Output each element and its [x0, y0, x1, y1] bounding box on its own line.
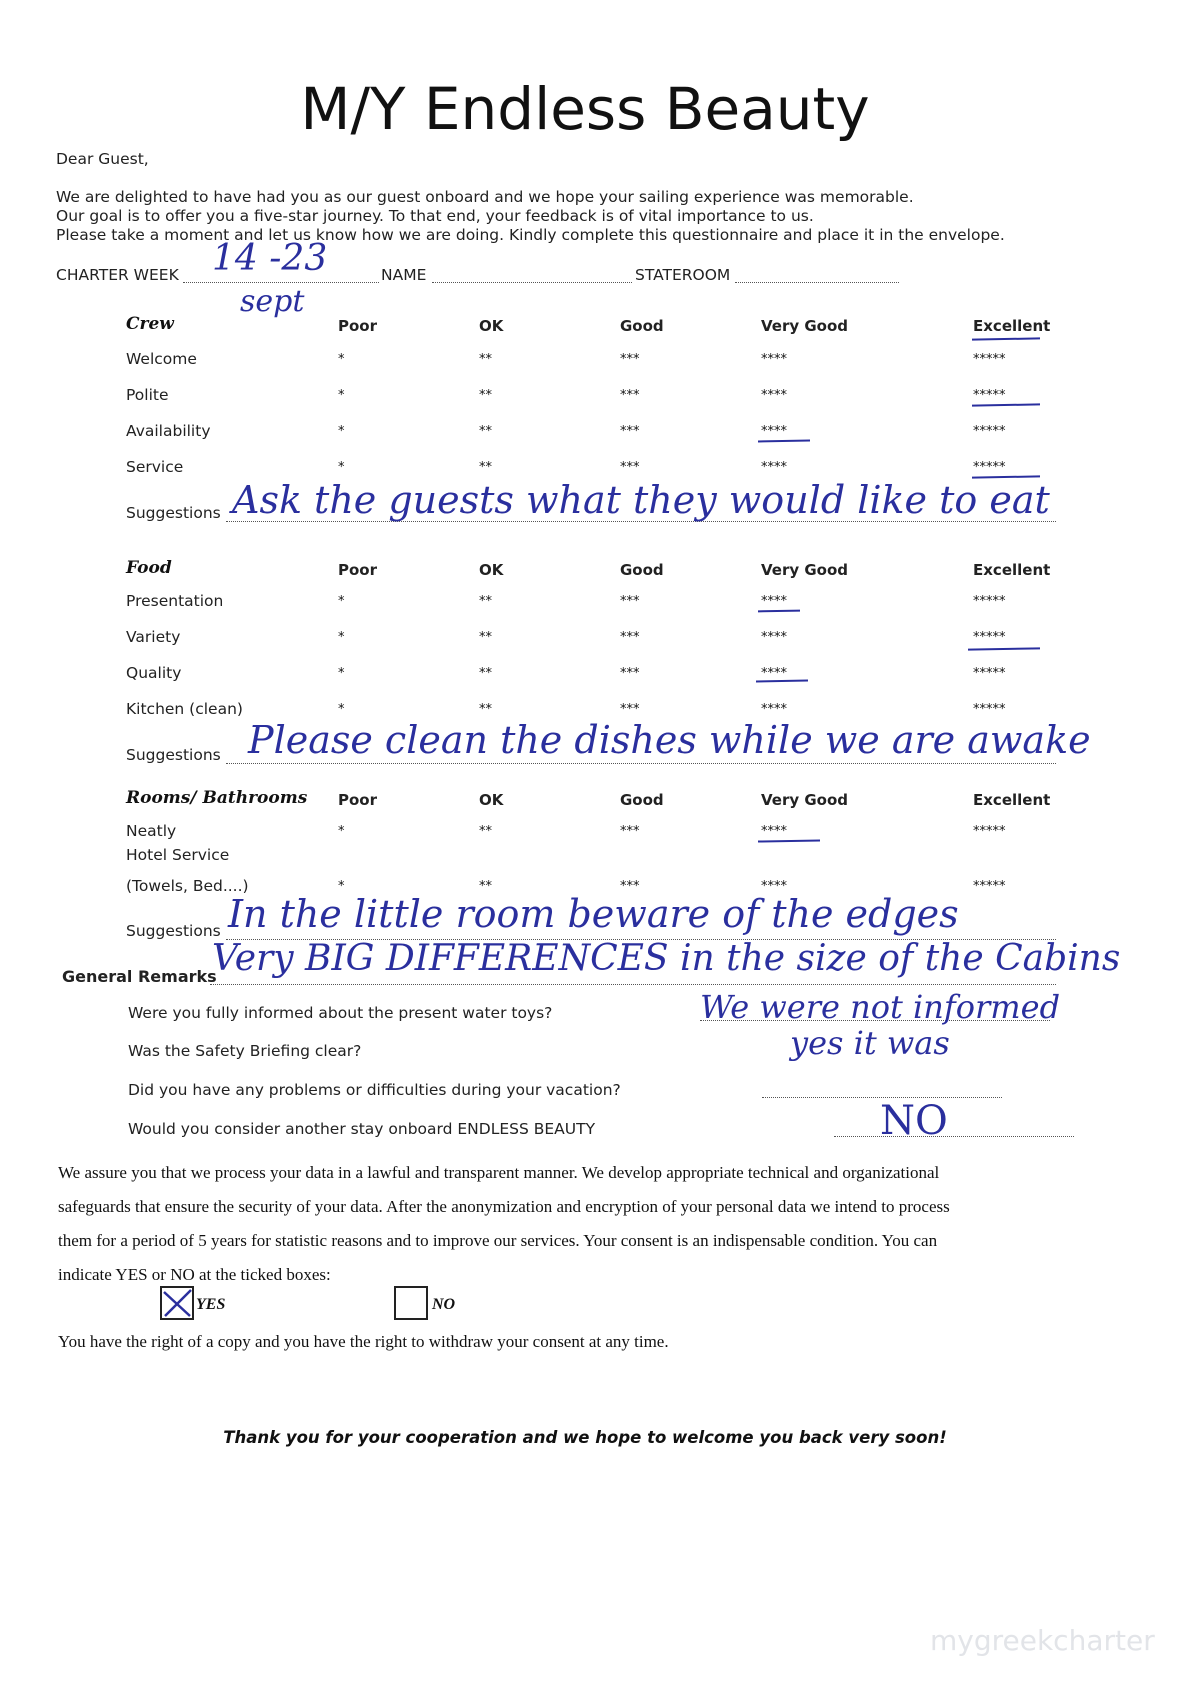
header-poor: Poor [338, 791, 378, 809]
header-ok: OK [479, 791, 504, 809]
suggestions-line[interactable] [226, 763, 1056, 764]
section-food-title: Food [126, 558, 172, 578]
rating-option[interactable]: * [338, 824, 345, 839]
rating-option[interactable]: * [338, 388, 345, 403]
circled-mark [972, 403, 1040, 406]
header-excellent: Excellent [973, 317, 1051, 335]
rights-text: You have the right of a copy and you have the right to withdraw your consent at any time. [58, 1332, 669, 1351]
rating-option[interactable]: **** [761, 702, 787, 717]
charter-week-line[interactable] [183, 282, 379, 283]
privacy-line-1: We assure you that we process your data in a lawful and transparent manner. We develop appropriate technical and organizational [58, 1163, 940, 1182]
general-remarks-line[interactable] [210, 984, 1056, 985]
intro-line-2: Our goal is to offer you a five-star journey. To that end, your feedback is of vital importance to us. [56, 207, 814, 225]
row-label: (Towels, Bed....) [126, 877, 249, 895]
question-problems: Did you have any problems or difficulties during your vacation? [128, 1081, 621, 1099]
consent-yes-checkbox[interactable] [160, 1286, 194, 1320]
rating-option[interactable]: ***** [973, 594, 1006, 609]
consent-no-label: NO [432, 1296, 456, 1313]
header-good: Good [620, 317, 664, 335]
handwritten-general-remarks: Very BIG DIFFERENCES in the size of the Cabins [212, 938, 1121, 979]
row-label: Availability [126, 422, 211, 440]
rating-option[interactable]: * [338, 424, 345, 439]
header-very-good: Very Good [761, 561, 849, 579]
stateroom-label: STATEROOM [635, 266, 731, 284]
header-very-good: Very Good [761, 317, 849, 335]
handwritten-another-stay: NO [880, 1098, 948, 1144]
row-label: Polite [126, 386, 169, 404]
rating-option[interactable]: ***** [973, 424, 1006, 439]
rating-option[interactable]: **** [761, 424, 787, 439]
rating-option[interactable]: ** [479, 594, 492, 609]
handwritten-food-suggestion: Please clean the dishes while we are awake [248, 718, 1091, 762]
greeting: Dear Guest, [56, 150, 149, 168]
circled-mark [758, 440, 810, 443]
question-water-toys: Were you fully informed about the present water toys? [128, 1004, 553, 1022]
checkmark-icon [162, 1288, 192, 1318]
rating-option[interactable]: *** [620, 879, 640, 894]
circled-mark [756, 680, 808, 683]
rating-option[interactable]: ** [479, 702, 492, 717]
rating-option[interactable]: *** [620, 352, 640, 367]
handwritten-water-toys: We were not informed [700, 988, 1061, 1026]
stateroom-line[interactable] [735, 282, 899, 283]
rating-option[interactable]: *** [620, 594, 640, 609]
rating-option[interactable]: *** [620, 460, 640, 475]
rating-option[interactable]: ** [479, 630, 492, 645]
charter-week-label: CHARTER WEEK [56, 266, 179, 284]
row-label: Variety [126, 628, 181, 646]
rating-option[interactable]: ** [479, 460, 492, 475]
rating-option[interactable]: **** [761, 388, 787, 403]
rating-option[interactable]: *** [620, 424, 640, 439]
row-label: Welcome [126, 350, 197, 368]
rating-option[interactable]: * [338, 594, 345, 609]
rating-option[interactable]: **** [761, 666, 787, 681]
privacy-line-3: them for a period of 5 years for statistic reasons and to improve our services. Your consent is an indispensable condition. You can [58, 1231, 938, 1250]
header-excellent: Excellent [973, 791, 1051, 809]
rating-option[interactable]: *** [620, 824, 640, 839]
rating-option[interactable]: ***** [973, 388, 1006, 403]
circled-mark [758, 839, 820, 842]
rating-option[interactable]: **** [761, 594, 787, 609]
row-label: Quality [126, 664, 182, 682]
rating-option[interactable]: * [338, 702, 345, 717]
rating-option[interactable]: **** [761, 630, 787, 645]
rating-option[interactable]: *** [620, 702, 640, 717]
header-excellent: Excellent [973, 561, 1051, 579]
rating-option[interactable]: ***** [973, 666, 1006, 681]
suggestions-label: Suggestions [126, 922, 221, 940]
handwritten-week-note: sept [240, 284, 305, 319]
rating-option[interactable]: ** [479, 666, 492, 681]
circled-mark [758, 610, 800, 613]
row-label: Service [126, 458, 184, 476]
header-poor: Poor [338, 561, 378, 579]
watermark-logo: mygreekcharter [930, 1624, 1155, 1657]
rating-option[interactable]: **** [761, 352, 787, 367]
handwritten-rooms-suggestion: In the little room beware of the edges [228, 892, 959, 936]
privacy-line-2: safeguards that ensure the security of your data. After the anonymization and encryption of your personal data we intend to process [58, 1197, 950, 1216]
rating-option[interactable]: ***** [973, 630, 1006, 645]
thank-you-note: Thank you for your cooperation and we hope to welcome you back very soon! [223, 1428, 947, 1447]
row-label: Kitchen (clean) [126, 700, 243, 718]
rating-option[interactable]: **** [761, 460, 787, 475]
header-ok: OK [479, 561, 504, 579]
header-good: Good [620, 561, 664, 579]
section-rooms-title: Rooms/ Bathrooms [126, 788, 308, 808]
intro-line-3: Please take a moment and let us know how we are doing. Kindly complete this questionnaire and place it in the envelope. [56, 226, 1005, 244]
rating-option[interactable]: * [338, 879, 345, 894]
name-label: NAME [381, 266, 427, 284]
header-good: Good [620, 791, 664, 809]
intro-line-1: We are delighted to have had you as our guest onboard and we hope your sailing experience was memorable. [56, 188, 914, 206]
rating-option[interactable]: ***** [973, 702, 1006, 717]
rating-option[interactable]: ** [479, 879, 492, 894]
rating-option[interactable]: *** [620, 388, 640, 403]
handwritten-crew-suggestion: Ask the guests what they would like to eat [232, 478, 1050, 522]
page-title: M/Y Endless Beauty [300, 75, 870, 143]
header-very-good: Very Good [761, 791, 849, 809]
consent-no-checkbox[interactable] [394, 1286, 428, 1320]
rating-option[interactable]: * [338, 666, 345, 681]
answer-line[interactable] [834, 1136, 1074, 1137]
rating-option[interactable]: *** [620, 630, 640, 645]
rating-option[interactable]: * [338, 352, 345, 367]
rating-option[interactable]: ** [479, 824, 492, 839]
rating-option[interactable]: * [338, 630, 345, 645]
header-poor: Poor [338, 317, 378, 335]
consent-yes-label: YES [196, 1296, 226, 1313]
suggestions-label: Suggestions [126, 746, 221, 764]
name-line[interactable] [432, 282, 632, 283]
suggestions-label: Suggestions [126, 504, 221, 522]
section-crew-title: Crew [126, 314, 174, 334]
rating-option[interactable]: ***** [973, 824, 1006, 839]
rating-option[interactable]: ** [479, 424, 492, 439]
question-another-stay: Would you consider another stay onboard ENDLESS BEAUTY [128, 1120, 596, 1138]
rating-option[interactable]: ** [479, 388, 492, 403]
rating-option[interactable]: **** [761, 879, 787, 894]
handwritten-safety: yes it was [790, 1024, 950, 1062]
rating-option[interactable]: *** [620, 666, 640, 681]
row-label: Neatly [126, 822, 177, 840]
rating-option[interactable]: * [338, 460, 345, 475]
row-label: Presentation [126, 592, 224, 610]
circled-mark [968, 647, 1040, 650]
rating-option[interactable]: ***** [973, 352, 1006, 367]
header-ok: OK [479, 317, 504, 335]
handwritten-week: 14 -23 [212, 238, 328, 279]
privacy-line-4: indicate YES or NO at the ticked boxes: [58, 1265, 331, 1284]
rating-option[interactable]: **** [761, 824, 787, 839]
rating-option[interactable]: ***** [973, 460, 1006, 475]
question-safety: Was the Safety Briefing clear? [128, 1042, 362, 1060]
rating-option[interactable]: ** [479, 352, 492, 367]
general-remarks-label: General Remarks [62, 967, 217, 986]
rating-option[interactable]: ***** [973, 879, 1006, 894]
row-label: Hotel Service [126, 846, 230, 864]
circled-mark [972, 337, 1040, 340]
